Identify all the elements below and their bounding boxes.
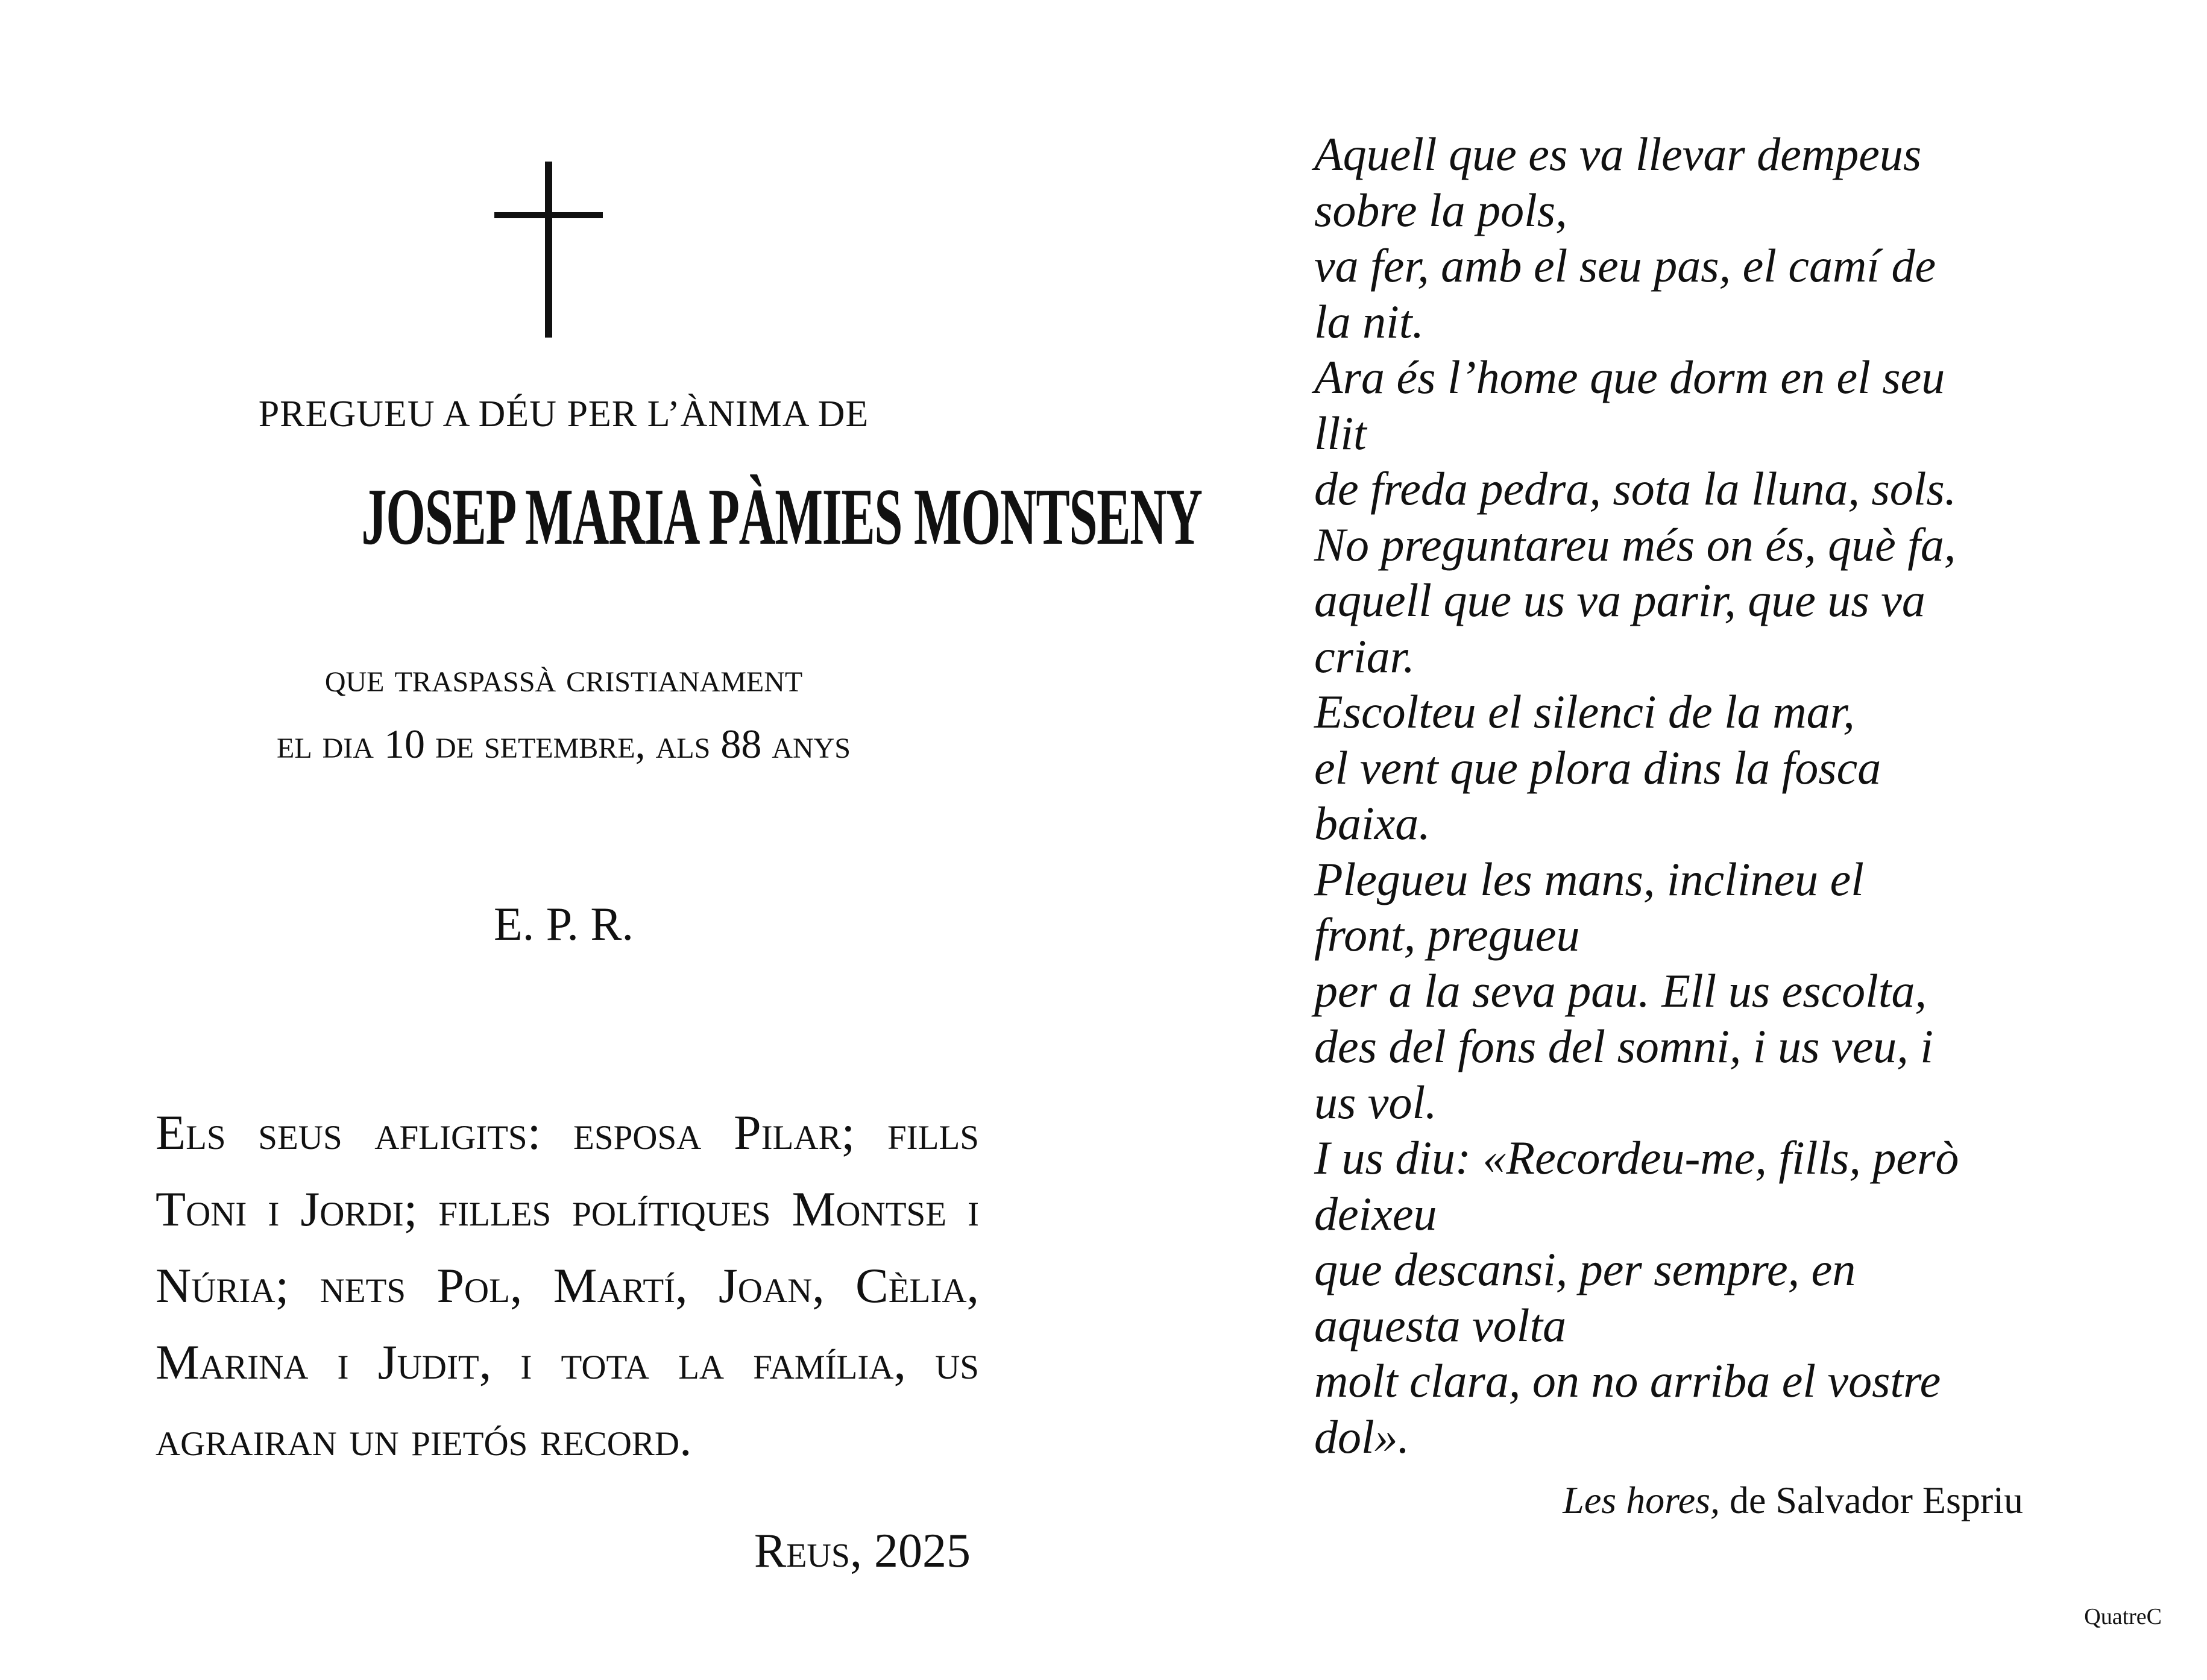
poem-line: I us diu: «Recordeu-me, fills, però <box>1314 1131 1959 1184</box>
cross-horizontal-bar <box>494 212 603 218</box>
poem-attribution <box>1387 1478 2023 1523</box>
poem-line: de freda pedra, sota la lluna, sols. <box>1314 462 1957 515</box>
poem-line: criar. <box>1314 629 1415 682</box>
poem-line: aquesta volta <box>1314 1298 1567 1351</box>
prayer-request-line: PREGUEU A DÉU PER L’ÀNIMA DE <box>258 394 869 435</box>
rest-in-peace-abbreviation: E. P. R. <box>494 898 634 950</box>
poem-line: la nit. <box>1314 295 1425 348</box>
poem-line: va fer, amb el seu pas, el camí de <box>1314 239 1936 292</box>
place-separator: , <box>850 1524 874 1578</box>
deceased-name <box>115 472 1202 561</box>
place-name: Reus <box>754 1524 850 1578</box>
poem-line: deixeu <box>1314 1187 1437 1240</box>
printer-imprint: QuatreC <box>2084 1604 2162 1629</box>
poem-line: des del fons del somni, i us veu, i <box>1314 1020 1933 1072</box>
poem-line: us vol. <box>1314 1075 1437 1128</box>
year: 2025 <box>874 1524 971 1578</box>
age-number: 88 <box>720 721 762 767</box>
passed-away-line: que traspassà cristianament <box>324 655 803 700</box>
poem-line: Plegueu les mans, inclineu el <box>1314 852 1864 905</box>
deceased-name-text: JOSEP MARIA PÀMIES MONTSENY <box>361 472 1202 561</box>
poem-line: aquell que us va parir, que us va <box>1314 574 1925 626</box>
poem-line: que descansi, per sempre, en <box>1314 1243 1856 1295</box>
poem-line: sobre la pols, <box>1314 183 1567 236</box>
date-suffix: anys <box>761 721 851 767</box>
date-middle: de setembre, als <box>424 721 721 767</box>
poem-line: Ara és l’home que dorm en el seu <box>1314 351 1945 403</box>
poem-line: llit <box>1314 406 1367 459</box>
family-mourners-text: Els seus afligits: esposa Pilar; fills Toni i Jordi; filles polítiques Montse i Núria; nets Pol, Martí, Joan, Cèlia, Marina i Judit, i tota la família, us agrairan un pietós record. <box>156 1105 979 1466</box>
poem-line: per a la seva pau. Ell us escolta, <box>1314 964 1927 1017</box>
place-and-year <box>729 1524 971 1579</box>
date-prefix: el dia <box>277 721 384 767</box>
poem-line: molt clara, on no arriba el vostre <box>1314 1354 1941 1407</box>
poem-line: baixa. <box>1314 797 1431 849</box>
death-day: 10 <box>383 721 425 767</box>
poem-line: dol». <box>1314 1410 1410 1463</box>
death-date-line <box>115 720 1013 768</box>
poem-line: Aquell que es va llevar dempeus <box>1314 128 1922 180</box>
attribution-author: de Salvador Espriu <box>1720 1479 2023 1521</box>
poem-line: No preguntareu més on és, què fa, <box>1314 518 1956 571</box>
poem <box>1314 127 2056 1465</box>
attribution-work-title: Les hores, <box>1563 1479 1720 1521</box>
poem-line: el vent que plora dins la fosca <box>1314 741 1881 794</box>
cross-vertical-bar <box>545 162 552 338</box>
poem-line: Escolteu el silenci de la mar, <box>1314 685 1855 738</box>
cross-icon <box>494 162 603 338</box>
poem-line: front, pregueu <box>1314 908 1580 961</box>
